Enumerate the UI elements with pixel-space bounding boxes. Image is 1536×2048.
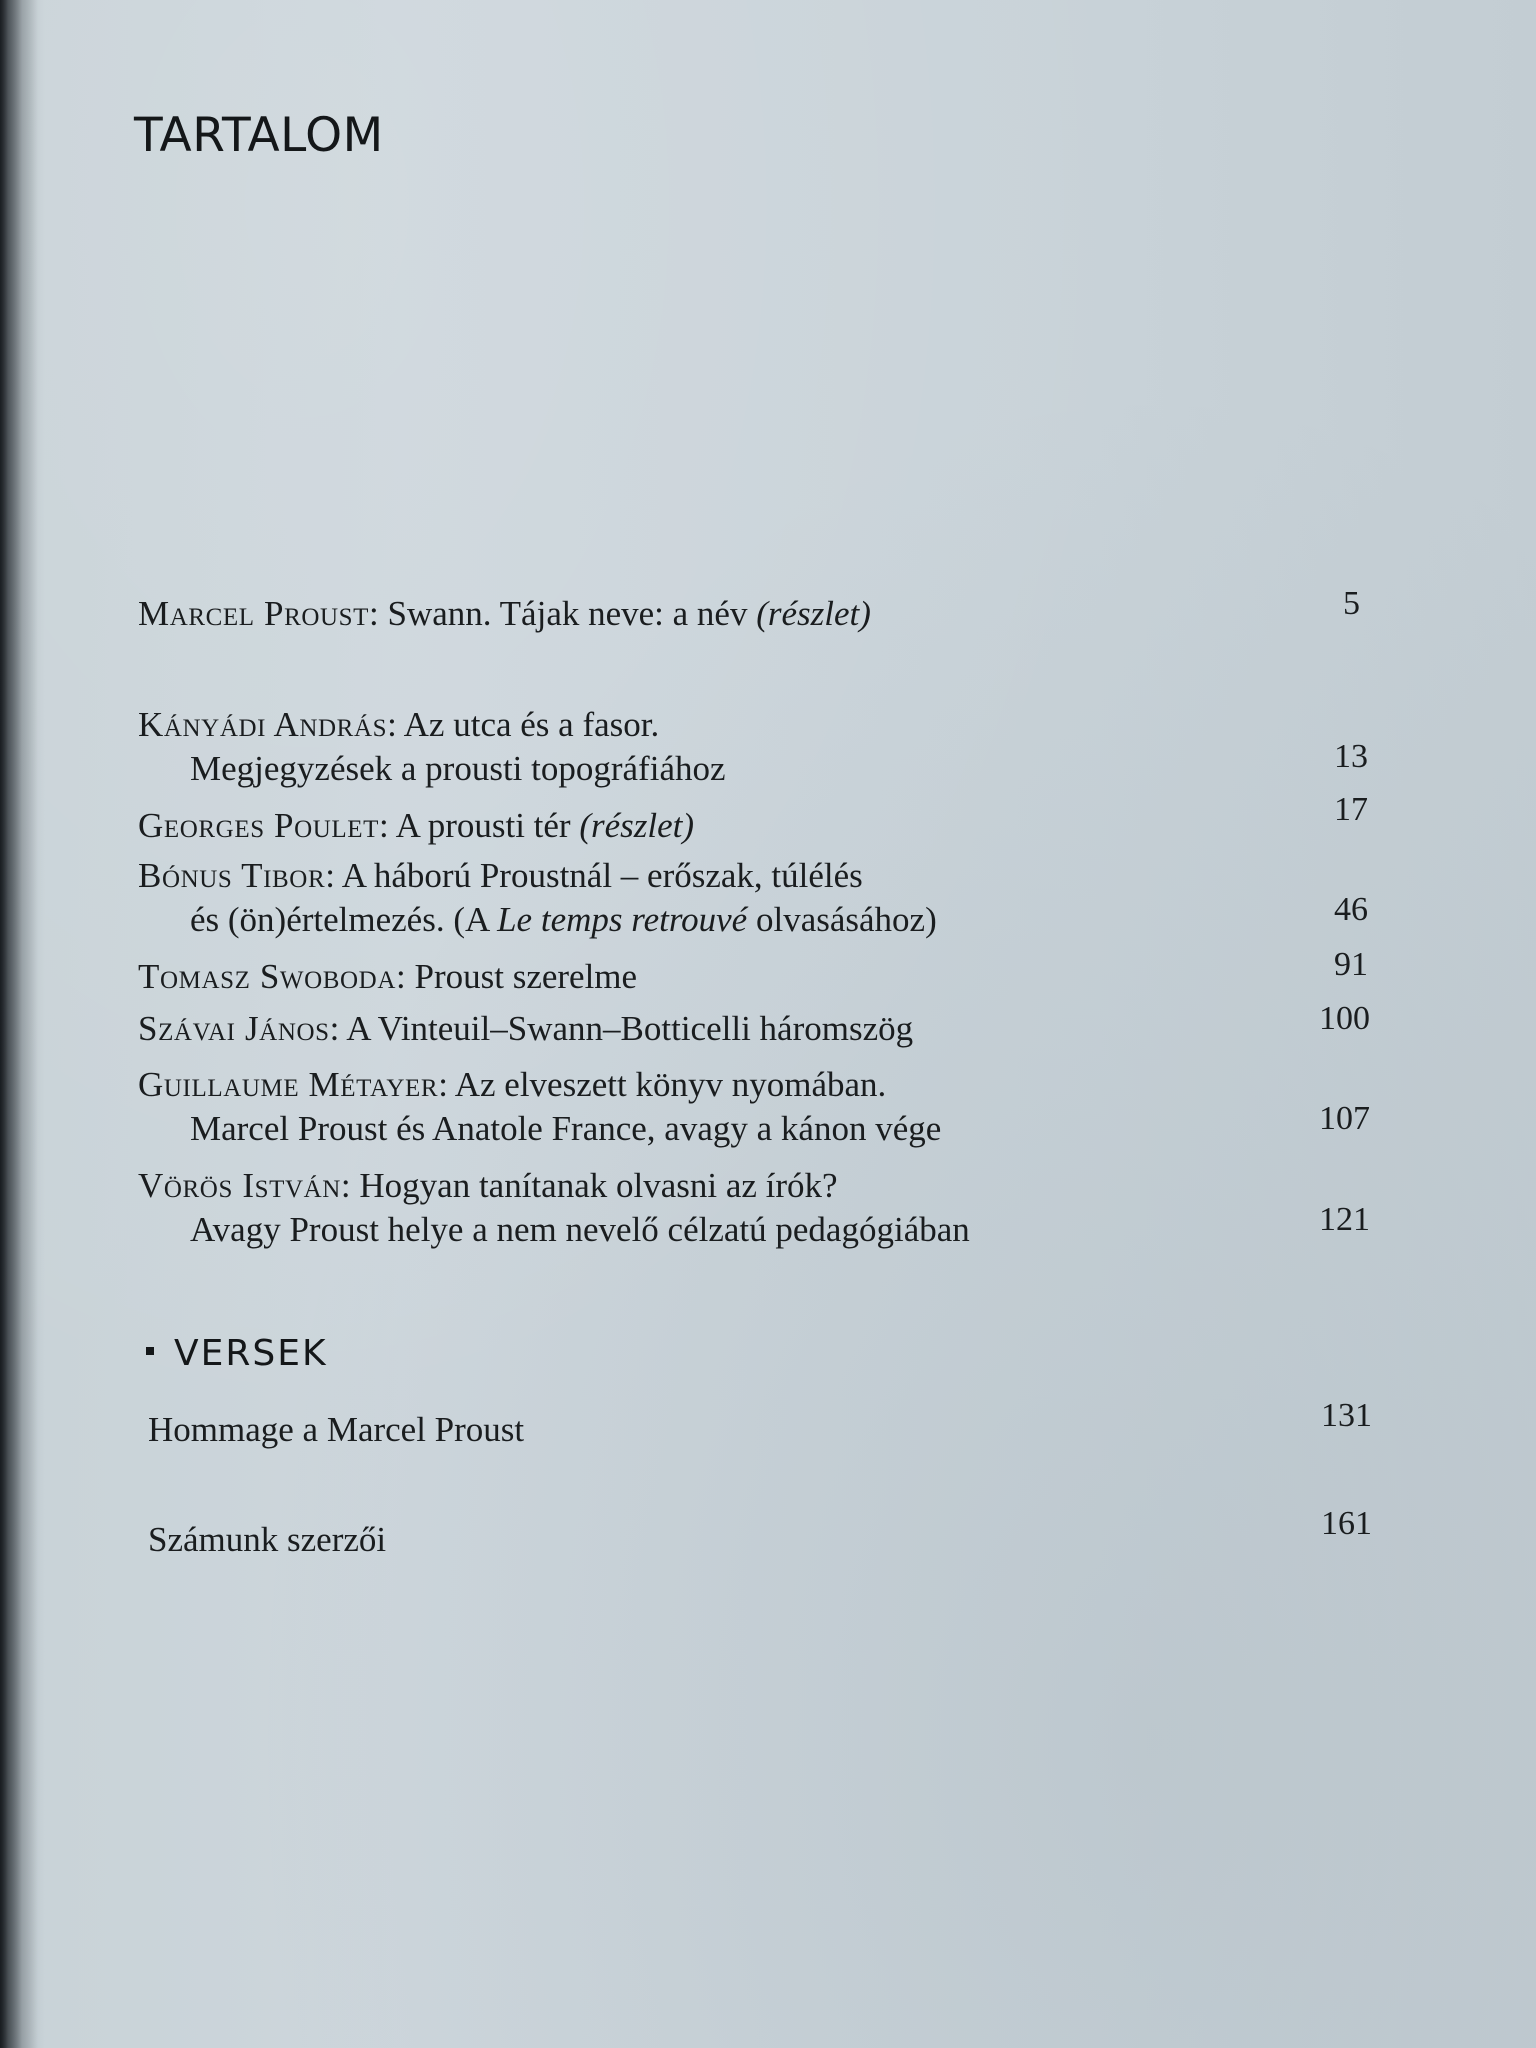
- toc-title-italic: (részlet): [756, 594, 871, 633]
- toc-entry: [138, 592, 871, 636]
- toc-separator: :: [329, 1009, 347, 1048]
- toc-author: Kányádi András: [138, 705, 388, 744]
- toc-author: Bónus Tibor: [138, 856, 326, 895]
- section-heading: [146, 1333, 328, 1374]
- toc-entry: [138, 854, 937, 942]
- toc-author: Szávai János: [138, 1009, 330, 1048]
- toc-page-number: 161: [1321, 1505, 1372, 1542]
- toc-page-number: 5: [1343, 585, 1360, 622]
- toc-separator: :: [379, 806, 396, 845]
- toc-author: Guillaume Métayer: [138, 1065, 439, 1104]
- toc-page-number: 100: [1319, 1000, 1370, 1037]
- toc-title: Hogyan tanítanak olvasni az írók?: [359, 1166, 838, 1205]
- toc-title-line2-post: olvasásához): [747, 900, 937, 939]
- toc-page-number: 107: [1319, 1100, 1370, 1137]
- toc-title: A prousti tér: [395, 806, 580, 845]
- toc-title-italic: (részlet): [579, 806, 695, 845]
- toc-entry: [138, 955, 637, 999]
- toc-entry: [138, 1063, 941, 1151]
- toc-page-number: 17: [1334, 791, 1368, 828]
- toc-entry: [138, 804, 694, 848]
- toc-page-number: 46: [1334, 891, 1368, 928]
- toc-title-line2-pre: és (ön)értelmezés. (A: [190, 900, 498, 939]
- toc-entry: [138, 703, 726, 791]
- toc-title-line2: Marcel Proust és Anatole France, avagy a kánon vége: [190, 1109, 942, 1148]
- toc-title-line2: Avagy Proust helye a nem nevelő célzatú pedagógiában: [190, 1210, 970, 1249]
- toc-separator: :: [325, 856, 342, 895]
- toc-title: Számunk szerzői: [148, 1520, 387, 1559]
- section-title: VERSEK: [174, 1333, 328, 1374]
- toc-title-italic: Le temps retrouvé: [497, 900, 748, 939]
- toc-separator: :: [340, 1166, 360, 1205]
- toc-page-number: 91: [1334, 946, 1368, 983]
- toc-separator: :: [387, 705, 404, 744]
- toc-separator: :: [438, 1065, 455, 1104]
- toc-title-line2: Megjegyzések a prousti topográfiához: [190, 749, 726, 788]
- toc-author: Tomasz Swoboda: [138, 957, 396, 996]
- toc-title: Hommage a Marcel Proust: [148, 1410, 525, 1449]
- toc-entry: [148, 1518, 386, 1562]
- toc-title: Proust szerelme: [414, 957, 638, 996]
- toc-entry: [138, 1164, 970, 1252]
- toc-title: Az elveszett könyv nyomában.: [454, 1065, 887, 1104]
- toc-title-line2: [138, 898, 937, 942]
- toc-title: A háború Proustnál – erőszak, túlélés: [341, 856, 863, 895]
- toc-title: A Vinteuil–Swann–Botticelli háromszög: [346, 1009, 914, 1048]
- toc-separator: :: [369, 594, 388, 633]
- toc-title: Swann. Tájak neve: a név: [387, 594, 757, 633]
- bullet-icon: [146, 1347, 154, 1355]
- page-title: TARTALOM: [134, 108, 384, 163]
- toc-entry: [148, 1408, 524, 1452]
- toc-page-number: 131: [1321, 1397, 1372, 1434]
- toc-author: Georges Poulet: [138, 806, 380, 845]
- toc-author: Vörös István: [138, 1166, 341, 1205]
- toc-author: Marcel Proust: [138, 594, 370, 633]
- toc-title: Az utca és a fasor.: [403, 705, 660, 744]
- toc-separator: :: [396, 957, 415, 996]
- book-gutter-shadow: [0, 0, 40, 2048]
- toc-page-number: 121: [1319, 1201, 1370, 1238]
- toc-page-number: 13: [1334, 738, 1368, 775]
- toc-entry: [138, 1007, 913, 1051]
